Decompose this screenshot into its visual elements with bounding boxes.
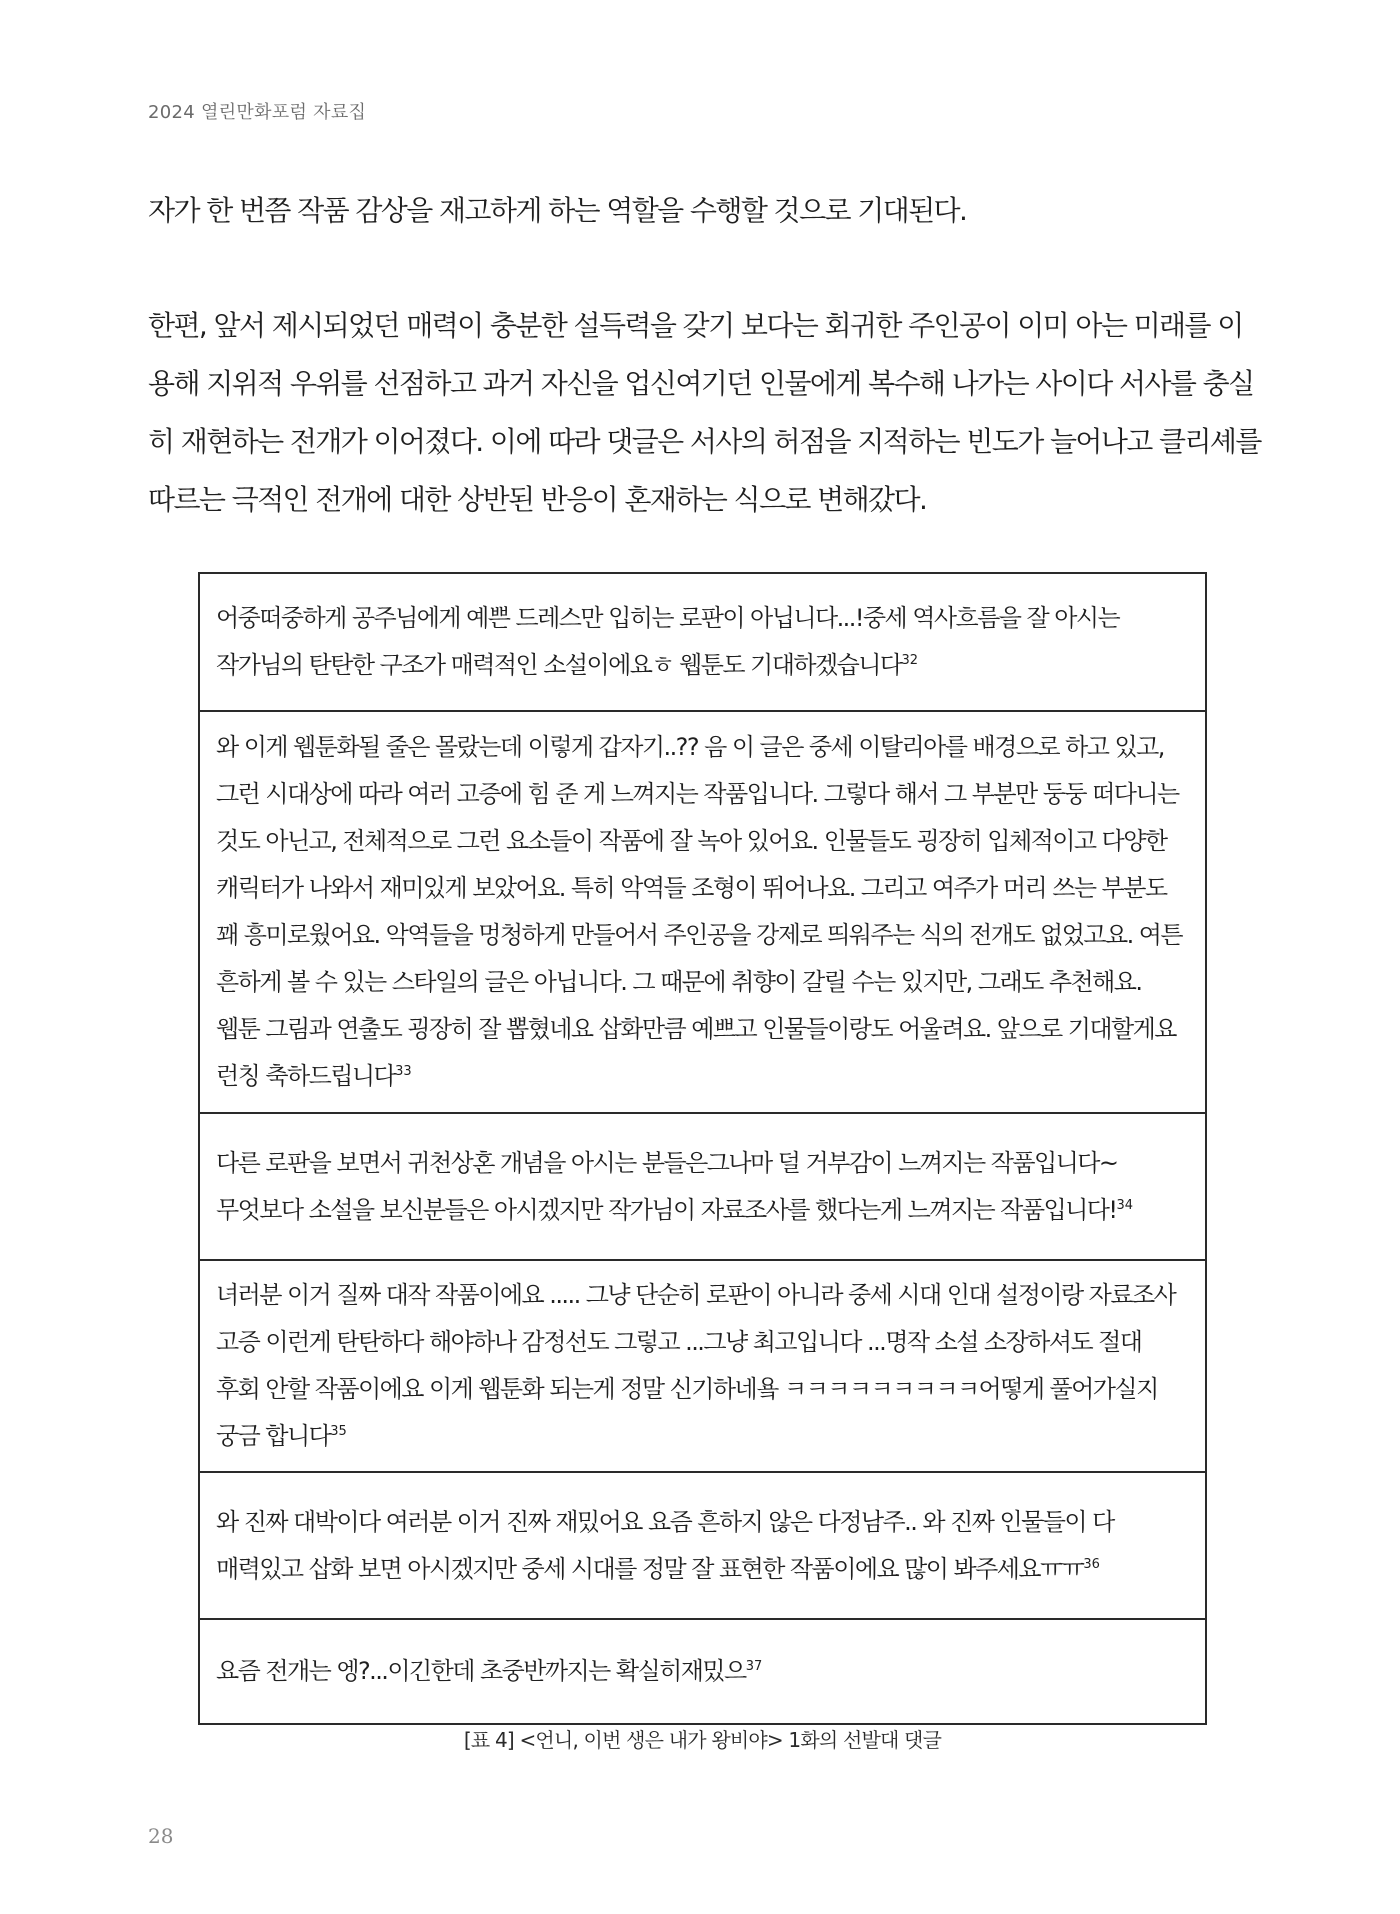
page-number: 28 [148, 1824, 174, 1848]
comment-text: 다른 로판을 보면서 귀천상혼 개념을 아시는 분들은그나마 덜 거부감이 느껴지는 작품입니다~ 무엇보다 소설을 보신분들은 아시겠지만 작가님이 자료조사를 했다는게 느껴지는 작품입니다! [216, 1148, 1118, 1224]
table-row [199, 1619, 1206, 1724]
table-row [199, 573, 1206, 711]
table-row [199, 711, 1206, 1113]
comment-cell [199, 711, 1206, 1113]
comment-text: 와 진짜 대박이다 여러분 이거 진짜 재밌어요 요즘 흔하지 않은 다정남주.. 와 진짜 인물들이 다 매력있고 삽화 보면 아시겠지만 중세 시대를 정말 잘 표현한 작품이에요 많이 봐주세요ㅠㅠ [216, 1507, 1114, 1583]
comment-cell [199, 573, 1206, 711]
table-row [199, 1113, 1206, 1260]
footnote-ref: 35 [330, 1424, 347, 1439]
comment-cell [199, 1260, 1206, 1472]
footnote-ref: 37 [745, 1659, 763, 1674]
comment-text: 요즘 전개는 엥?...이긴한데 초중반까지는 확실히재밌으 [216, 1657, 746, 1685]
footnote-ref: 34 [1116, 1197, 1133, 1213]
body-paragraph-1: 자가 한 번쯤 작품 감상을 재고하게 하는 역할을 수행할 것으로 기대된다. [148, 194, 967, 227]
footnote-ref: 36 [1083, 1556, 1100, 1572]
running-header: 2024 열린만화포럼 자료집 [148, 102, 367, 123]
comment-cell [199, 1472, 1206, 1619]
comment-cell [199, 1619, 1206, 1724]
footnote-ref: 32 [901, 653, 919, 668]
footnote-ref: 33 [395, 1064, 412, 1079]
table-row [199, 1472, 1206, 1619]
comment-text: 어중떠중하게 공주님에게 예쁜 드레스만 입히는 로판이 아닙니다...!중세 역사흐름을 잘 아시는 작가님의 탄탄한 구조가 매력적인 소설이에요ㅎ 웹툰도 기대하겠습니다 [216, 604, 1120, 679]
comment-cell [199, 1113, 1206, 1260]
comment-text: 와 이게 웹툰화될 줄은 몰랐는데 이렇게 갑자기..?? 음 이 글은 중세 이탈리아를 배경으로 하고 있고, 그런 시대상에 따라 여러 고증에 힘 준 게 느껴지는 작품입니다. 그렇다 해서 그 부분만 둥둥 떠다니는 것도 아닌고, 전체적으로 그런 요소들이 작품에 잘 녹아 있어요. 인물들도 굉장히 입체적이고 다양한 캐릭터가 나와서 재미있게 보았어요. 특히 악역들 조형이 뛰어나요. 그리고 여주가 머리 쓰는 부분도 꽤 흥미로웠어요. 악역들을 멍청하게 만들어서 주인공을 강제로 띄워주는 식의 전개도 없었고요. 여튼 흔하게 볼 수 있는 스타일의 글은 아닙니다. 그 때문에 취향이 갈릴 수는 있지만, 그래도 추천해요. 웹툰 그림과 연출도 굉장히 잘 뽑혔네요 삽화만큼 예쁘고 인물들이랑도 어울려요. 앞으로 기대할게요 런칭 축하드립니다 [216, 733, 1183, 1090]
comments-table [198, 572, 1207, 1725]
table-caption: [표 4] <언니, 이번 생은 내가 왕비야> 1화의 선발대 댓글 [463, 1728, 942, 1752]
comment-text: 녀러분 이거 질짜 대작 작품이에요 ..... 그냥 단순히 로판이 아니라 중세 시대 인대 설정이랑 자료조사 고증 이런게 탄탄하다 해야하나 감정선도 그렇고 ...그냥 최고입니다 ...명작 소설 소장하셔도 절대 후회 안할 작품이에요 이게 웹툰화 되는게 정말 신기하네욬 ㅋㅋㅋㅋㅋㅋㅋㅋㅋ어떻게 풀어가실지 궁금 합니다 [216, 1281, 1176, 1450]
body-paragraph-2: 한편, 앞서 제시되었던 매력이 충분한 설득력을 갖기 보다는 회귀한 주인공이 이미 아는 미래를 이용해 지위적 우위를 선점하고 과거 자신을 업신여기던 인물에게 복수해 나가는 사이다 서사를 충실히 재현하는 전개가 이어졌다. 이에 따라 댓글은 서사의 허점을 지적하는 빈도가 늘어나고 클리셰를 따르는 극적인 전개에 대한 상반된 반응이 혼재하는 식으로 변해갔다. [148, 309, 1261, 516]
table-row [199, 1260, 1206, 1472]
